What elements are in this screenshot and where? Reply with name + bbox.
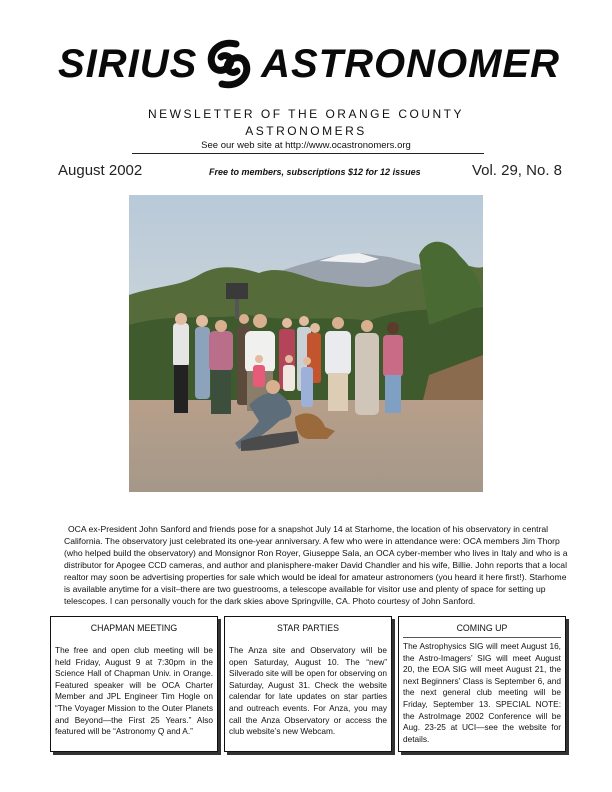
- group-photo: [129, 195, 483, 492]
- newsletter-subtitle-line2: ASTRONOMERS: [245, 124, 367, 138]
- coming-up-text: The Astrophysics SIG will meet August 16, the Astro-Imagers’ SIG will meet August 20, the EOA SIG will meet August 21, the next Beginners’ Class is September 6, and the next general club meeting will be Friday, September 13. SPECIAL NOTE: the AstroImage 2002 Conference will be Aug. 23-25 at UCI—see the website for details.: [403, 641, 561, 744]
- star-parties-box: [224, 616, 392, 752]
- website-notice: See our web site at http://www.ocastronomers.org: [201, 140, 411, 151]
- star-parties-heading: STAR PARTIES: [276, 623, 340, 633]
- subscription-note: Free to members, subscriptions $12 for 12 issues: [209, 167, 421, 177]
- chapman-meeting-text: The free and open club meeting will be held Friday, August 9 at 7:30pm in the Science Hall of Chapman Univ. in Orange. Featured speaker will be OCA Charter Member and JPL Engineer Tim Hogle on “The Voyager Mission to the Outer Planets and Beyond—the First 25 Years.” Also featured will be “Astronomy Q and A.”: [55, 645, 213, 737]
- sirius-logo-icon: [202, 38, 256, 90]
- photo-caption: OCA ex-President John Sanford and friends pose for a snapshot July 14 at Starhome, the location of his observatory in central California. The observatory just celebrated its one-year anniversary. A few who were in attendance were: OCA members Jim Thorp (who helped build the observatory) and Monsignor Ron Royer, Giuseppe Sala, an OCA cyber-member who lives in Italy and who is a distributor for Apogee CCD cameras, and author and planisphere-maker David Chandler and his wife, Billie. John reports that a local realtor may soon be advertising properties for sale which would be ideal for amateur astronomers (you heard it here first!). Starhome is available anytime for a visit–there are two guestrooms, a telescope available for visitor use and plenty of space for setting up telescopes. I can personally vouch for the dark skies above Springville, CA. Photo courtesy of John Sanford.: [64, 524, 568, 606]
- issue-volume: Vol. 29, No. 8: [471, 162, 562, 179]
- coming-up-heading: COMING UP: [403, 623, 561, 638]
- issue-date: August 2002: [58, 162, 143, 179]
- chapman-meeting-heading: CHAPMAN MEETING: [90, 623, 178, 633]
- star-parties-text: The Anza site and Observatory will be open Saturday, August 10. The “new” Silverado site will be open for observing on Saturday, August 31. Check the website calendar for late updates on star parties and outreach events. For Anza, you may call the Anza Observatory or access the club website’s new Webcam.: [229, 645, 387, 737]
- masthead-title-right: ASTRONOMER: [261, 41, 560, 86]
- masthead: [58, 38, 560, 90]
- newsletter-subtitle-line1: NEWSLETTER OF THE ORANGE COUNTY: [148, 107, 464, 121]
- coming-up-box: [398, 616, 566, 752]
- header-divider: [132, 153, 484, 154]
- chapman-meeting-box: [50, 616, 218, 752]
- masthead-title-left: SIRIUS: [58, 41, 198, 86]
